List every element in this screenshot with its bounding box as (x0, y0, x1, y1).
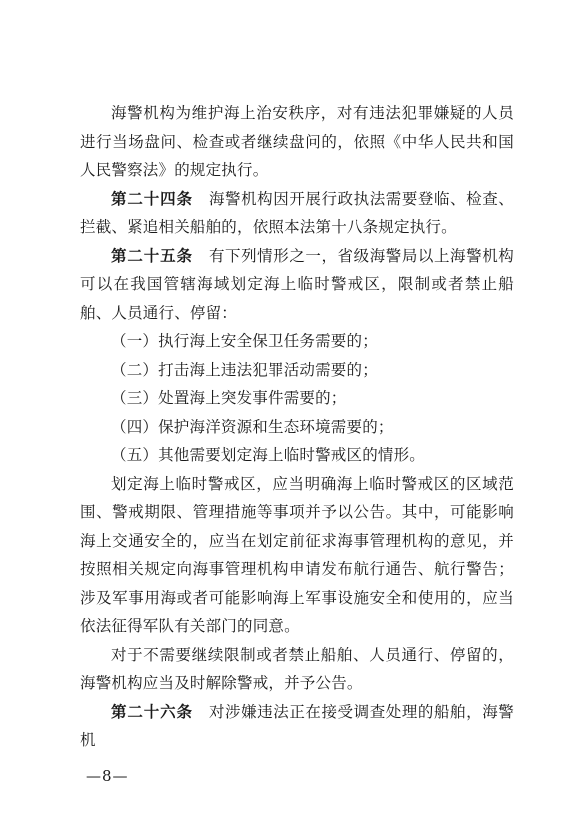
article-26 (80, 698, 514, 755)
article-number: 第二十四条 (111, 189, 193, 208)
document-body (80, 99, 514, 755)
article-text: 海警机构因开展行政执法需要登临、检查、拦截、紧追相关船舶的，依照本法第十八条规定执行。 (80, 189, 514, 236)
list-item-text: （一）执行海上安全保卫任务需要的； (111, 332, 378, 350)
paragraph-warning-zone (80, 470, 514, 641)
list-item-text: （五）其他需要划定海上临时警戒区的情形。 (111, 446, 426, 464)
list-item-text: （四）保护海洋资源和生态环境需要的； (111, 417, 394, 436)
list-item (80, 356, 514, 385)
list-item-text: （二）打击海上违法犯罪活动需要的； (111, 360, 378, 379)
paragraph-text: 海警机构为维护海上治安秩序，对有违法犯罪嫌疑的人员进行当场盘问、检查或者继续盘问的，依照《中华人民共和国人民警察法》的规定执行。 (80, 104, 514, 179)
list-item (80, 441, 514, 470)
paragraph-lift-warning (80, 641, 514, 698)
list-item (80, 413, 514, 442)
paragraph-police-law (80, 99, 514, 185)
paragraph-text: 对于不需要继续限制或者禁止船舶、人员通行、停留的，海警机构应当及时解除警戒，并予公告。 (80, 645, 514, 692)
article-24 (80, 185, 514, 242)
article-text: 对涉嫌违法正在接受调查处理的船舶，海警机 (80, 702, 514, 749)
article-number: 第二十五条 (111, 246, 193, 265)
list-item (80, 327, 514, 356)
article-number: 第二十六条 (111, 702, 193, 721)
page-number: —8— (86, 767, 129, 785)
article-25 (80, 242, 514, 328)
list-item-text: （三）处置海上突发事件需要的； (111, 389, 347, 407)
article-text: 有下列情形之一，省级海警局以上海警机构可以在我国管辖海域划定海上临时警戒区，限制或者禁止船舶、人员通行、停留： (80, 246, 514, 322)
list-item (80, 384, 514, 413)
paragraph-text: 划定海上临时警戒区，应当明确海上临时警戒区的区域范围、警戒期限、管理措施等事项并予以公告。其中，可能影响海上交通安全的，应当在划定前征求海事管理机构的意见，并按照相关规定向海事管理机构申请发布航行通告、航行警告；涉及军事用海或者可能影响海上军事设施安全和使用的，应当依法征得军队有关部门的同意。 (80, 474, 514, 635)
